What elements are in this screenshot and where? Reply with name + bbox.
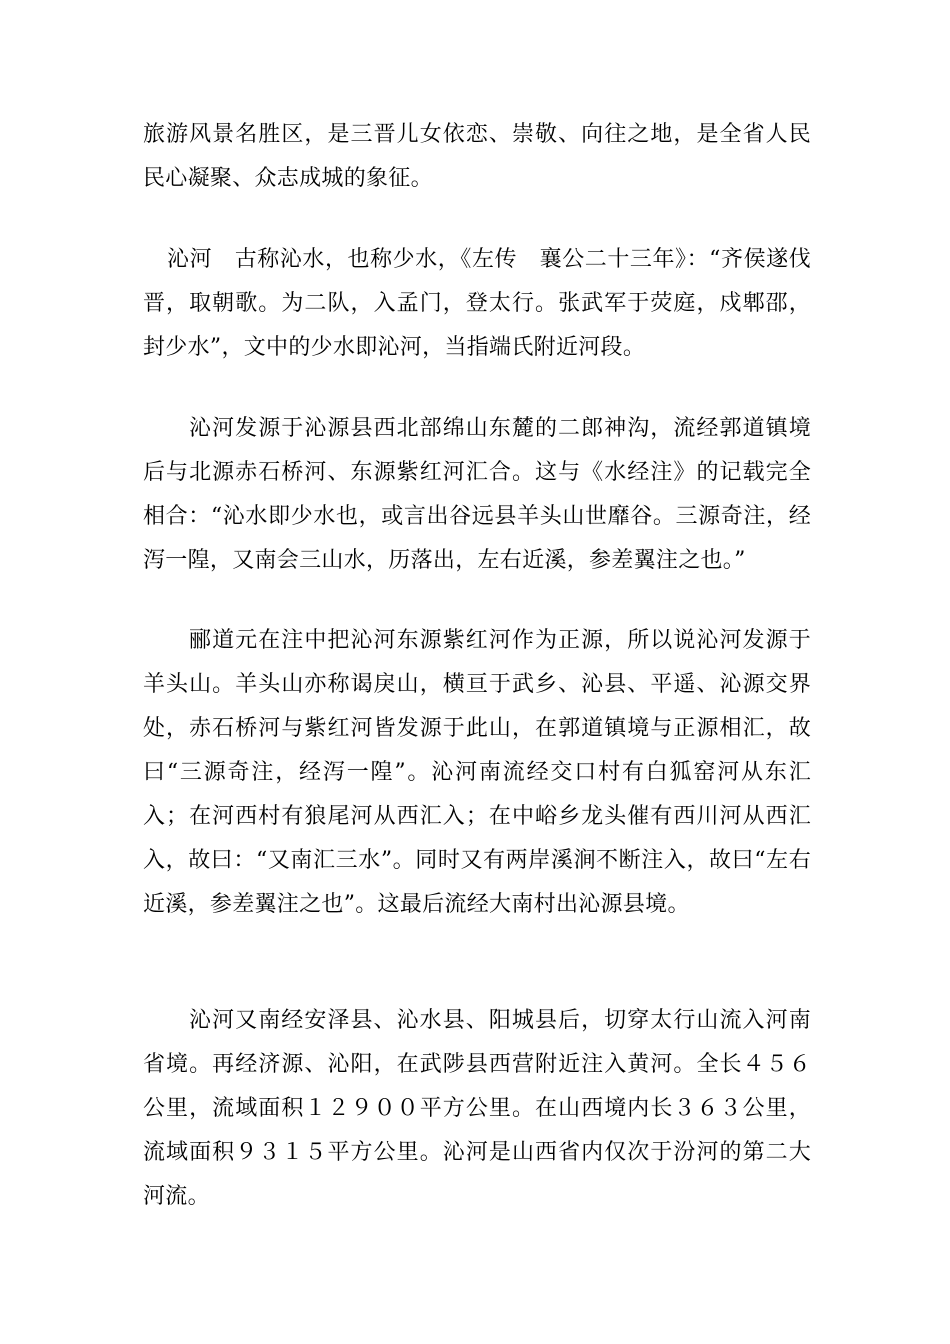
paragraph-2: 沁河 古称沁水，也称少水，《左传 襄公二十三年》：“齐侯遂伐晋，取朝歌。为二队，入孟门，登太行。张武军于荧庭，戍郫邵，封少水”，文中的少水即沁河，当指端氏附近河段。 (143, 247, 811, 360)
paragraph-4: 郦道元在注中把沁河东源紫红河作为正源，所以说沁河发源于羊头山。羊头山亦称谒戾山，横亘于武乡、沁县、平遥、沁源交界处，赤石桥河与紫红河皆发源于此山，在郭道镇境与正源相汇，故曰“三源奇注，经泻一隍”。沁河南流经交口村有白狐窑河从东汇入；在河西村有狼尾河从西汇入；在中峪乡龙头催有西川河从西汇入，故曰：“又南汇三水”。同时又有两岸溪涧不断注入，故曰“左右近溪，参差翼注之也”。这最后流经大南村出沁源县境。 (143, 628, 811, 917)
paragraph-5: 沁河又南经安泽县、沁水县、阳城县后，切穿太行山流入河南省境。再经济源、沁阳，在武陟县西营附近注入黄河。全长４５６公里，流域面积１２９００平方公里。在山西境内长３６３公里，流域面积９３１５平方公里。沁河是山西省内仅次于汾河的第二大河流。 (143, 1008, 811, 1209)
paragraph-3: 沁河发源于沁源县西北部绵山东麓的二郎神沟，流经郭道镇境后与北源赤石桥河、东源紫红河汇合。这与《水经注》的记载完全相合：“沁水即少水也，或言出谷远县羊头山世靡谷。三源奇注，经泻一隍，又南会三山水，历落出，左右近溪，参差翼注之也。” (143, 416, 811, 573)
paragraph-1: 旅游风景名胜区，是三晋儿女依恋、崇敬、向往之地，是全省人民民心凝聚、众志成城的象征。 (143, 122, 811, 191)
